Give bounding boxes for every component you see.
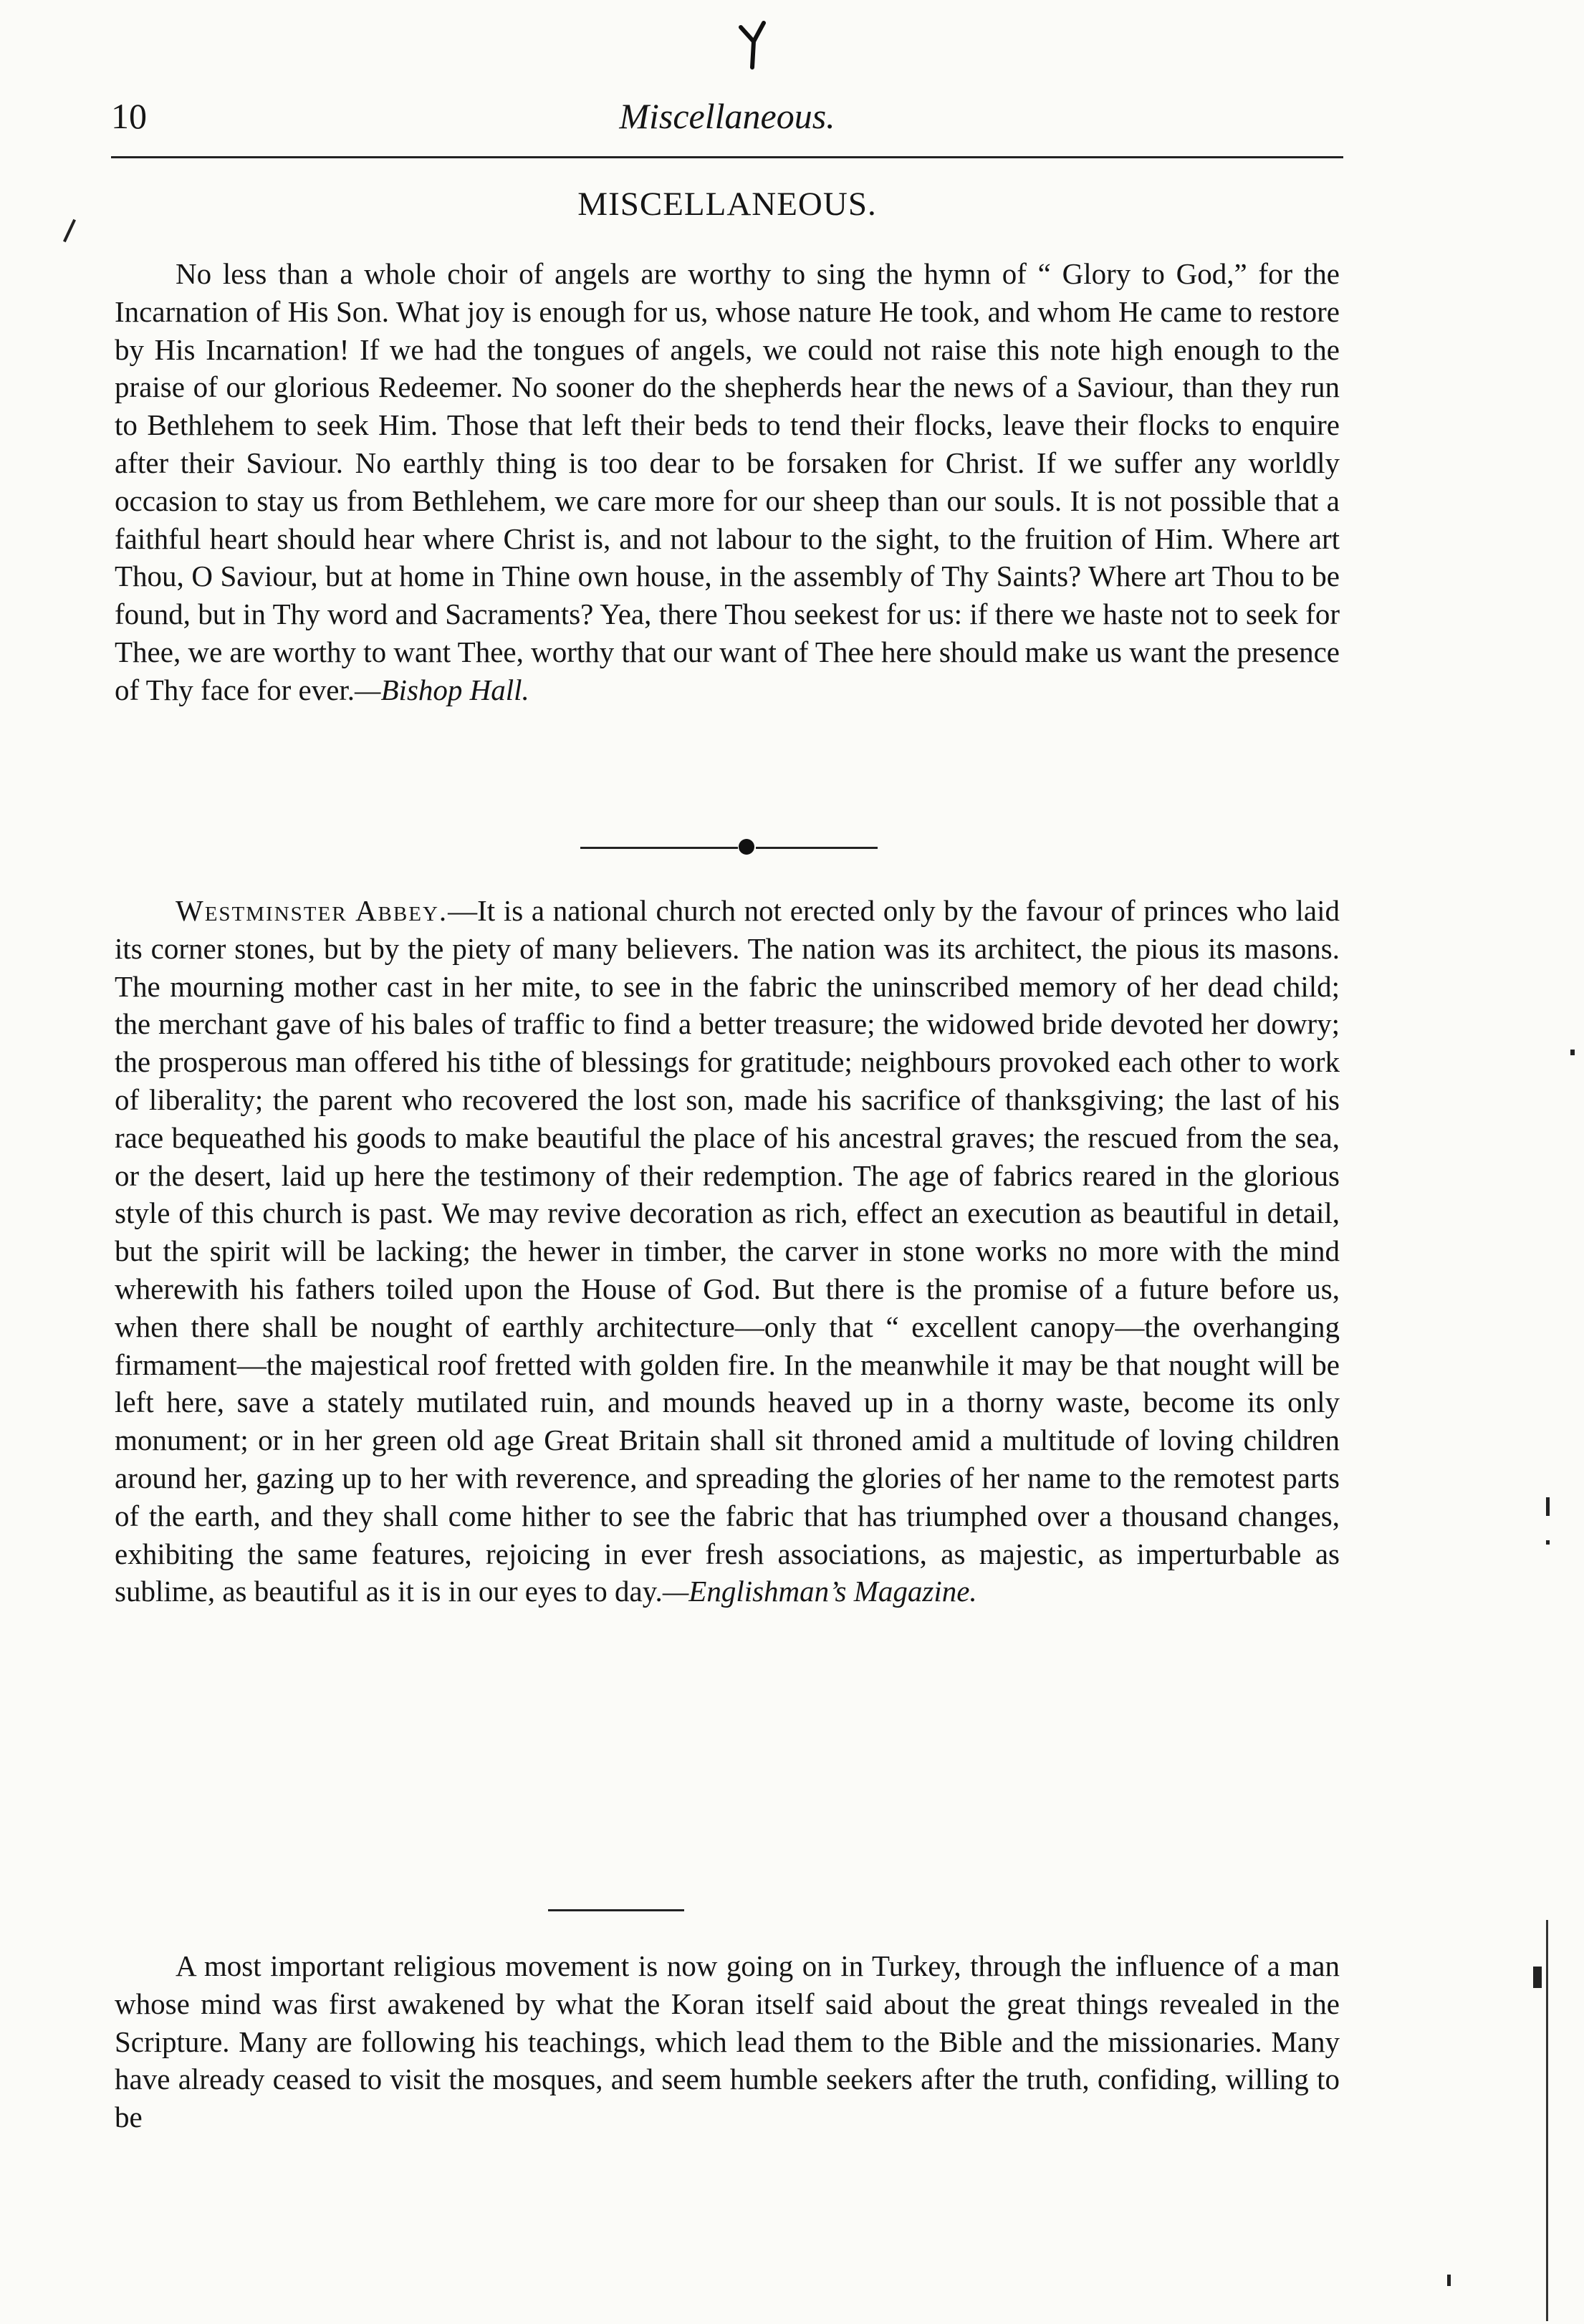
page-number: 10 xyxy=(111,96,147,136)
article-attribution: —Bishop Hall. xyxy=(355,673,529,706)
scan-speck xyxy=(1546,1497,1550,1516)
running-title: Miscellaneous. xyxy=(619,96,835,136)
scan-speck xyxy=(1533,1967,1542,1988)
section-heading: MISCELLANEOUS. xyxy=(577,186,877,223)
header-rule xyxy=(111,156,1343,158)
article-text: A most important religious movement is now going on in Turkey, through the influence of a man whose mind was first awakened by what the Koran itself said about the great things revealed in the Scripture. Many are following his teachings, which lead them to the Bible and the missionaries. Many have already ceased to visit the mosques, and seem humble seekers after the truth, confiding, willing to be xyxy=(115,1949,1340,2134)
separator-rule-right xyxy=(756,847,878,849)
article-paragraph xyxy=(115,255,1340,709)
article-text: —It is a national church not erected only by the favour of princes who laid its corner stones, but by the piety of many believers. The nation was its architect, the pious its masons. The mourning mother cast in her mite, to see in the fabric the uninscribed memory of her dead child; the merchant gave of his bales of traffic to find a better treasure; the widowed bride devoted her dowry; the prosperous man offered his tithe of blessings for gratitude; neighbours provoked each other to work of liberality; the parent who recovered the lost son, made his sacrifice of thanksgiving; the last of his race bequeathed his goods to make beautiful the place of his ancestral graves; the rescued from the sea, or the desert, laid up here the testimony of their redemption. The age of fabrics reared in the glorious style of this church is past. We may revive decoration as rich, effect an execution as beautiful in detail, but the spirit will be lacking; the hewer in timber, the carver in stone works no more with the mind wherewith his fathers toiled upon the House of God. But there is the promise of a future before us, when there shall be nought of earthly architecture—only that “ excellent canopy—the overhanging firmament—the majestical roof fretted with golden fire. In the meanwhile it may be that nought will be left here, save a stately mutilated ruin, and mounds heaved up in a thorny waste, become its only monument; or in her green old age Great Britain shall sit throned amid a multitude of loving children around her, gazing up to her with reverence, and spreading the glories of her name to the remotest parts of the earth, and they shall come hither to see the fabric that has triumphed over a thousand changes, exhibiting the same features, rejoicing in ever fresh associations, as majestic, as imperturbable as sublime, as beautiful as it is in our eyes to day. xyxy=(115,894,1340,1608)
article-text: No less than a whole choir of angels are worthy to sing the hymn of “ Glory to God,” for the Incarnation of His Son. What joy is enough for us, whose nature He took, and whom He came to restore by His Incarnation! If we had the tongues of angels, we could not raise this note high enough to the praise of our glorious Redeemer. No sooner do the shepherds hear the news of a Saviour, than they run to Bethlehem to seek Him. Those that left their beds to tend their flocks, leave their flocks to enquire after their Saviour. No earthly thing is too dear to be forsaken for Christ. If we suffer any worldly occasion to stay us from Bethlehem, we care more for our sheep than our souls. It is not possible that a faithful heart should hear where Christ is, and not labour to the sight, to the fruition of Him. Where art Thou, O Saviour, but at home in Thine own house, in the assembly of Thy Saints? Where art Thou to be found, but in Thy word and Sacraments? Yea, there Thou seekest for us: if there we haste not to seek for Thee, we are worthy to want Thee, worthy that our want of Thee here should make us want the presence of Thy face for ever. xyxy=(115,257,1340,706)
article-attribution: —Englishman’s Magazine. xyxy=(662,1575,977,1608)
separator-ornament xyxy=(739,839,754,855)
article-turkey xyxy=(115,1947,1340,2136)
scan-speck xyxy=(1546,1540,1550,1545)
running-head xyxy=(111,95,1343,145)
scan-speck xyxy=(1570,1050,1575,1055)
article-westminster-abbey xyxy=(115,892,1340,1610)
separator-rule-left xyxy=(580,847,738,849)
ink-mark xyxy=(738,20,767,70)
article-bishop-hall xyxy=(115,255,1340,709)
article-paragraph xyxy=(115,1947,1340,2136)
separator-rule xyxy=(548,1909,684,1911)
scan-speck xyxy=(63,219,76,243)
article-paragraph xyxy=(115,892,1340,1610)
scan-speck xyxy=(1447,2275,1451,2286)
margin-line xyxy=(1546,1920,1548,2321)
article-lead: Westminster Abbey. xyxy=(176,894,448,927)
